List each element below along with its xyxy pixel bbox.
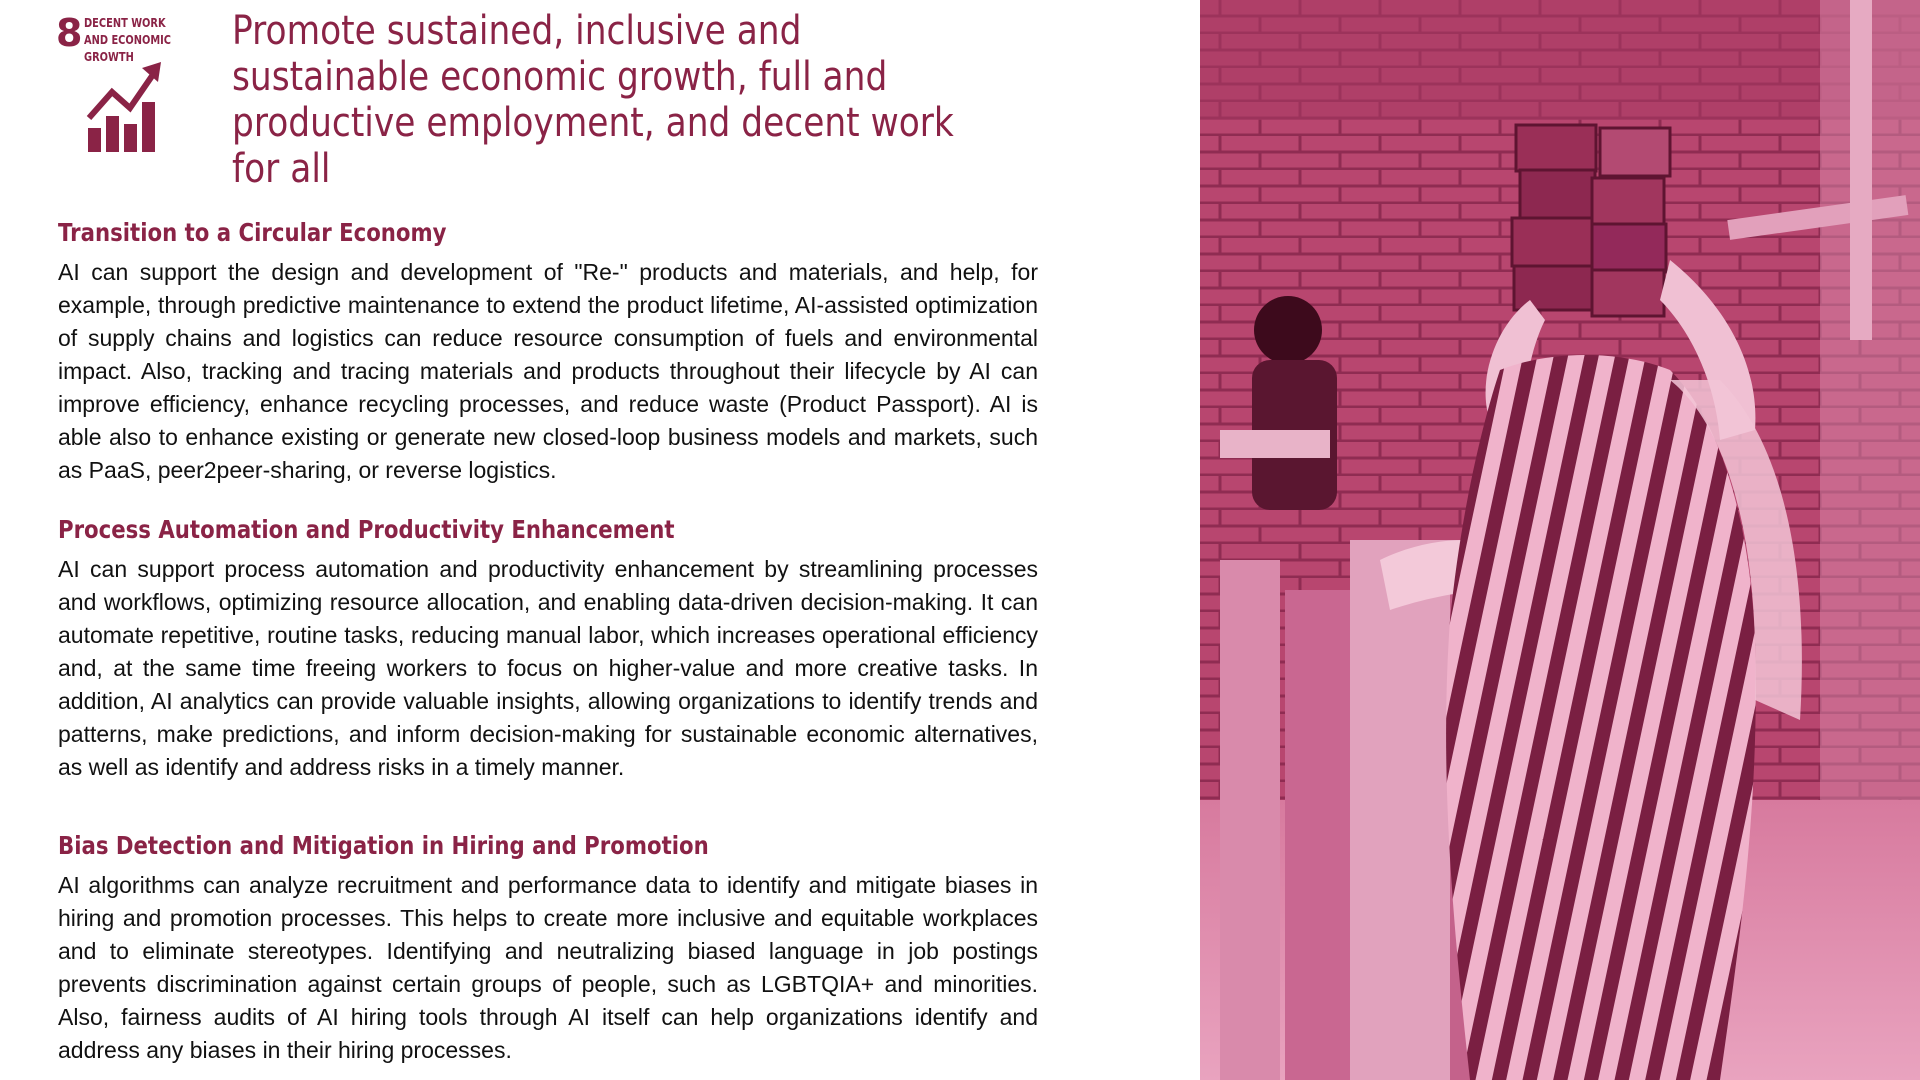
sdg-number: 8 — [56, 11, 82, 55]
section-body: AI can support the design and development of "Re-" products and materials, and help, for example, through predictive maintenance to extend the product lifetime, AI-assisted optimization of supply chains and logistics can reduce resource consumption of fuels and environmental impact. Also, tracking and tracing materials and products throughout their lifecycle by AI can improve efficiency, enhance recycling processes, and reduce waste (Product Passport). AI is able also to enhance existing or generate new closed-loop business models and markets, such as PaaS, peer2peer-sharing, or reverse logistics. — [58, 259, 1038, 483]
worker-photo-illustration — [1200, 0, 1920, 1080]
worker-photo — [1200, 0, 1920, 1080]
section-circular-economy — [58, 218, 1038, 487]
sdg-label: DECENT WORK AND ECONOMIC GROWTH — [84, 16, 172, 64]
sdg-badge — [56, 12, 196, 142]
section-bias-detection — [58, 831, 1038, 1067]
growth-chart-icon — [86, 62, 162, 154]
section-heading: Transition to a Circular Economy — [58, 218, 447, 247]
section-heading: Bias Detection and Mitigation in Hiring and Promotion — [58, 831, 709, 860]
section-heading: Process Automation and Productivity Enhancement — [58, 515, 675, 544]
section-process-automation — [58, 515, 1038, 784]
section-body: AI algorithms can analyze recruitment and performance data to identify and mitigate biases in hiring and promotion processes. This helps to create more inclusive and equitable workplaces and to eliminate stereotypes. Identifying and neutralizing biased language in job postings prevents discrimination against certain groups of people, such as LGBTQIA+ and minorities. Also, fairness audits of AI hiring tools through AI itself can help organizations identify and address any biases in their hiring processes. — [58, 872, 1038, 1063]
section-body: AI can support process automation and productivity enhancement by streamlining processes and workflows, optimizing resource allocation, and enabling data-driven decision-making. It can automate repetitive, routine tasks, reducing manual labor, which increases operational efficiency and, at the same time freeing workers to focus on higher-value and more creative tasks. In addition, AI analytics can provide valuable insights, allowing organizations to identify trends and patterns, make predictions, and inform decision-making for sustainable economic alternatives, as well as identify and address risks in a timely manner. — [58, 556, 1038, 780]
goal-title: Promote sustained, inclusive and sustainable economic growth, full and productive employment, and decent work for all — [232, 8, 954, 192]
